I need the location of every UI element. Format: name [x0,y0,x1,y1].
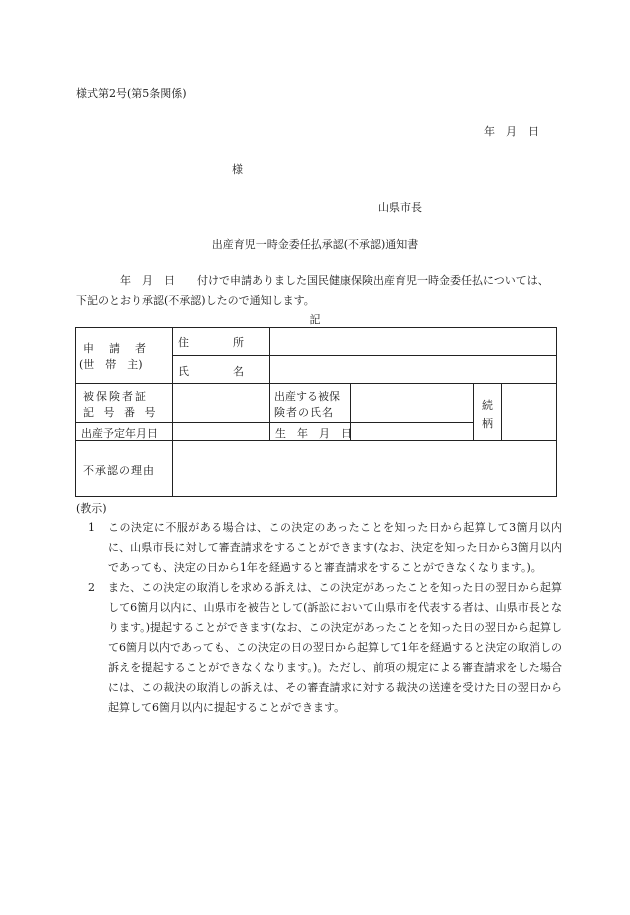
relation-value-cell[interactable] [501,383,557,441]
refusal-reason-value-cell[interactable] [172,440,557,497]
birth-date-value-cell[interactable] [350,422,474,441]
name-label: 氏 名 [178,365,244,378]
address-label: 住 所 [178,336,244,349]
note-item [76,518,562,578]
note-text: この決定に不服がある場合は、この決定のあったことを知った日から起算して3箇月以内に、山県市長に対して審査請求をすることができます(なお、決定を知った日から3箇月以内であっても、決定の日から1年を経過すると審査請求をすることができなくなります。)。 [108,521,562,574]
relation-label-1: 続 [482,399,493,412]
insured-cert-value-cell[interactable] [172,383,270,423]
note-item [76,578,562,718]
relation-label-2: 柄 [482,417,493,430]
notes-heading: (教示) [76,502,107,515]
refusal-reason-label: 不承認の理由 [83,464,155,477]
insured-cert-label-1: 被保険者証 [83,390,148,403]
birth-insured-label-1: 出産する被保 [274,390,340,403]
document-title: 出産育児一時金委任払承認(不承認)通知書 [211,238,419,251]
applicant-label-sub: (世 帯 主) [79,358,143,371]
notes-list [76,518,562,718]
applicant-label: 申 請 者 [83,342,148,355]
name-value-cell[interactable] [269,355,557,384]
body-text: 年 月 日 付けで申請ありました国民健康保険出産育児一時金委任払については、下記のとおり承認(不承認)したので通知します。 [76,274,549,307]
ki-heading: 記 [309,313,321,326]
birth-insured-label-2: 険者の氏名 [274,406,334,419]
addressee: 様 [232,163,243,176]
form-number: 様式第2号(第5条関係) [76,87,187,100]
note-text: また、この決定の取消しを求める訴えは、この決定があったことを知った日の翌日から起算して6箇月以内に、山県市を被告として(訴訟において山県市を代表する者は、山県市長となります。)提起することができます(なお、この決定があったことを知った日の翌日から起算して6箇月以内であっても、この決定の日の翌日から起算して1年を経過すると決定の取消しの訴えを提起することができなくなります。)。ただし、前項の規定による審査請求をした場合には、この裁決の取消しの訴えは、その審査請求に対する裁決の送達を受けた日の翌日から起算して6箇月以内に提起することができます。 [108,581,562,714]
birth-date-label: 生 年 月 日 [275,427,352,440]
due-date-value-cell[interactable] [172,422,270,441]
issuer: 山県市長 [378,201,422,214]
date-line: 年 月 日 [484,125,539,138]
note-number: 1 [88,521,95,534]
note-number: 2 [88,581,95,594]
birth-insured-value-cell[interactable] [350,383,474,423]
due-date-label: 出産予定年月日 [81,427,158,440]
form-table [75,327,557,497]
address-value-cell[interactable] [269,327,557,356]
insured-cert-label-2: 記 号 番 号 [83,406,159,419]
